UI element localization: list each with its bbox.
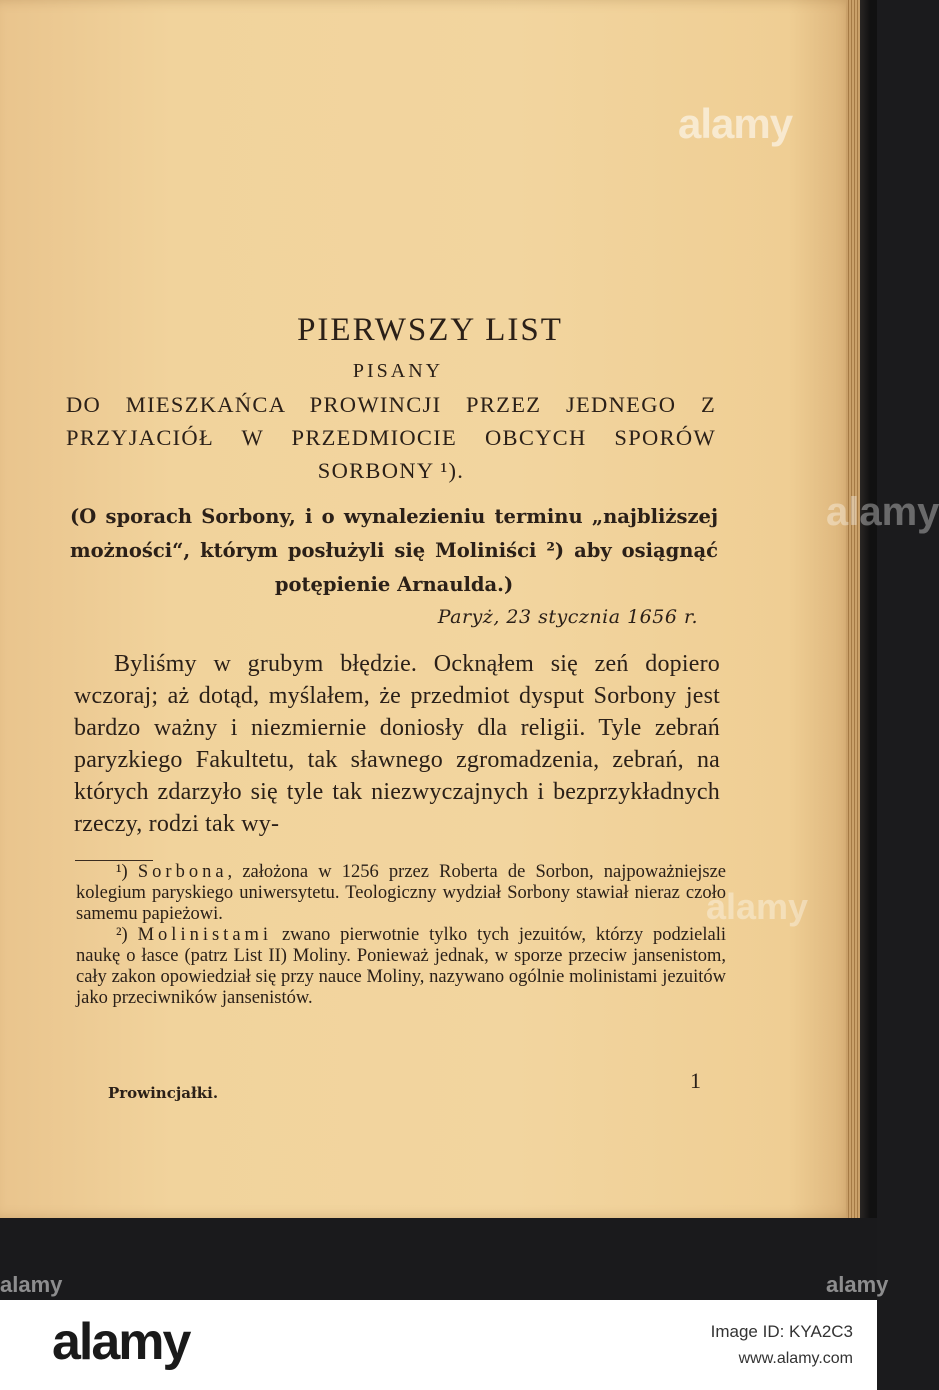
letter-subtitle: PISANY (352, 360, 444, 382)
footnote-term: Molinistami (137, 925, 273, 945)
book-spine (860, 0, 877, 1230)
footnote-term: Sorbona (137, 862, 228, 882)
footnote-marker: ²) (116, 925, 138, 945)
watermark-overlay-faint: alamy (706, 886, 809, 927)
footnote-marker: ¹) (116, 862, 138, 882)
footnote-1 (76, 862, 726, 925)
dark-background (0, 1218, 877, 1300)
dateline: Paryż, 23 stycznia 1656 r. (437, 606, 698, 628)
watermark-bottom-right: alamy (826, 1272, 889, 1297)
footnotes (76, 862, 726, 1009)
image-id: Image ID: KYA2C3 (710, 1322, 853, 1341)
watermark-overlay: alamy (678, 100, 793, 147)
letter-title: PIERWSZY LIST (297, 312, 563, 348)
footnote-text: zwano pierwotnie tylko tych jezuitów, którzy podzielali naukę o łasce (patrz List II) Moliny. Ponieważ jednak, w sporze przeciw jansenistom, cały zakon opowiedział się przy nauce Moliny, nazywano ogólnie molinistami jezuitów jako przeciwników jansenistów. (76, 925, 726, 1008)
watermark-side: alamy (826, 490, 939, 534)
footnote-text: , założona w 1256 przez Roberta de Sorbon, najpoważniejsze kolegium paryskiego uniwersytetu. Teologiczny wydział Sorbony stawiał nieraz czoło samemu papieżowi. (76, 862, 726, 924)
stock-url: www.alamy.com (738, 1350, 853, 1367)
footnote-2 (76, 925, 726, 1009)
footnote-divider (75, 860, 153, 861)
letter-summary: (O sporach Sorbony, i o wynalezieniu terminu „najbliższej możności“, którym posłużyli się Moliniści ²) aby osiągnąć potępienie Arnaulda.) (70, 505, 718, 596)
alamy-logo: alamy (52, 1313, 190, 1371)
page-edges (846, 0, 860, 1222)
page-number: 1 (690, 1068, 701, 1093)
body-paragraph: Byliśmy w grubym błędzie. Ocknąłem się zeń dopiero wczoraj; aż dotąd, myślałem, że przedmiot dysput Sorbony jest bardzo ważny i niezmiernie doniosły dla religii. Tyle zebrań paryzkiego Fakultetu, tak sławnego zgromadzenia, zebrań, na których zdarzyło się tyle tak niezwyczajnych i bezprzykładnych rzeczy, rodzi tak wy- (74, 651, 720, 837)
watermark-bottom-left: alamy (0, 1272, 63, 1297)
letter-heading: DO MIESZKAŃCA PROWINCJI PRZEZ JEDNEGO Z PRZYJACIÓŁ W PRZEDMIOCIE OBCYCH SPORÓW SORBONY ¹). (66, 392, 716, 483)
running-footer: Prowincjałki. (108, 1084, 219, 1102)
